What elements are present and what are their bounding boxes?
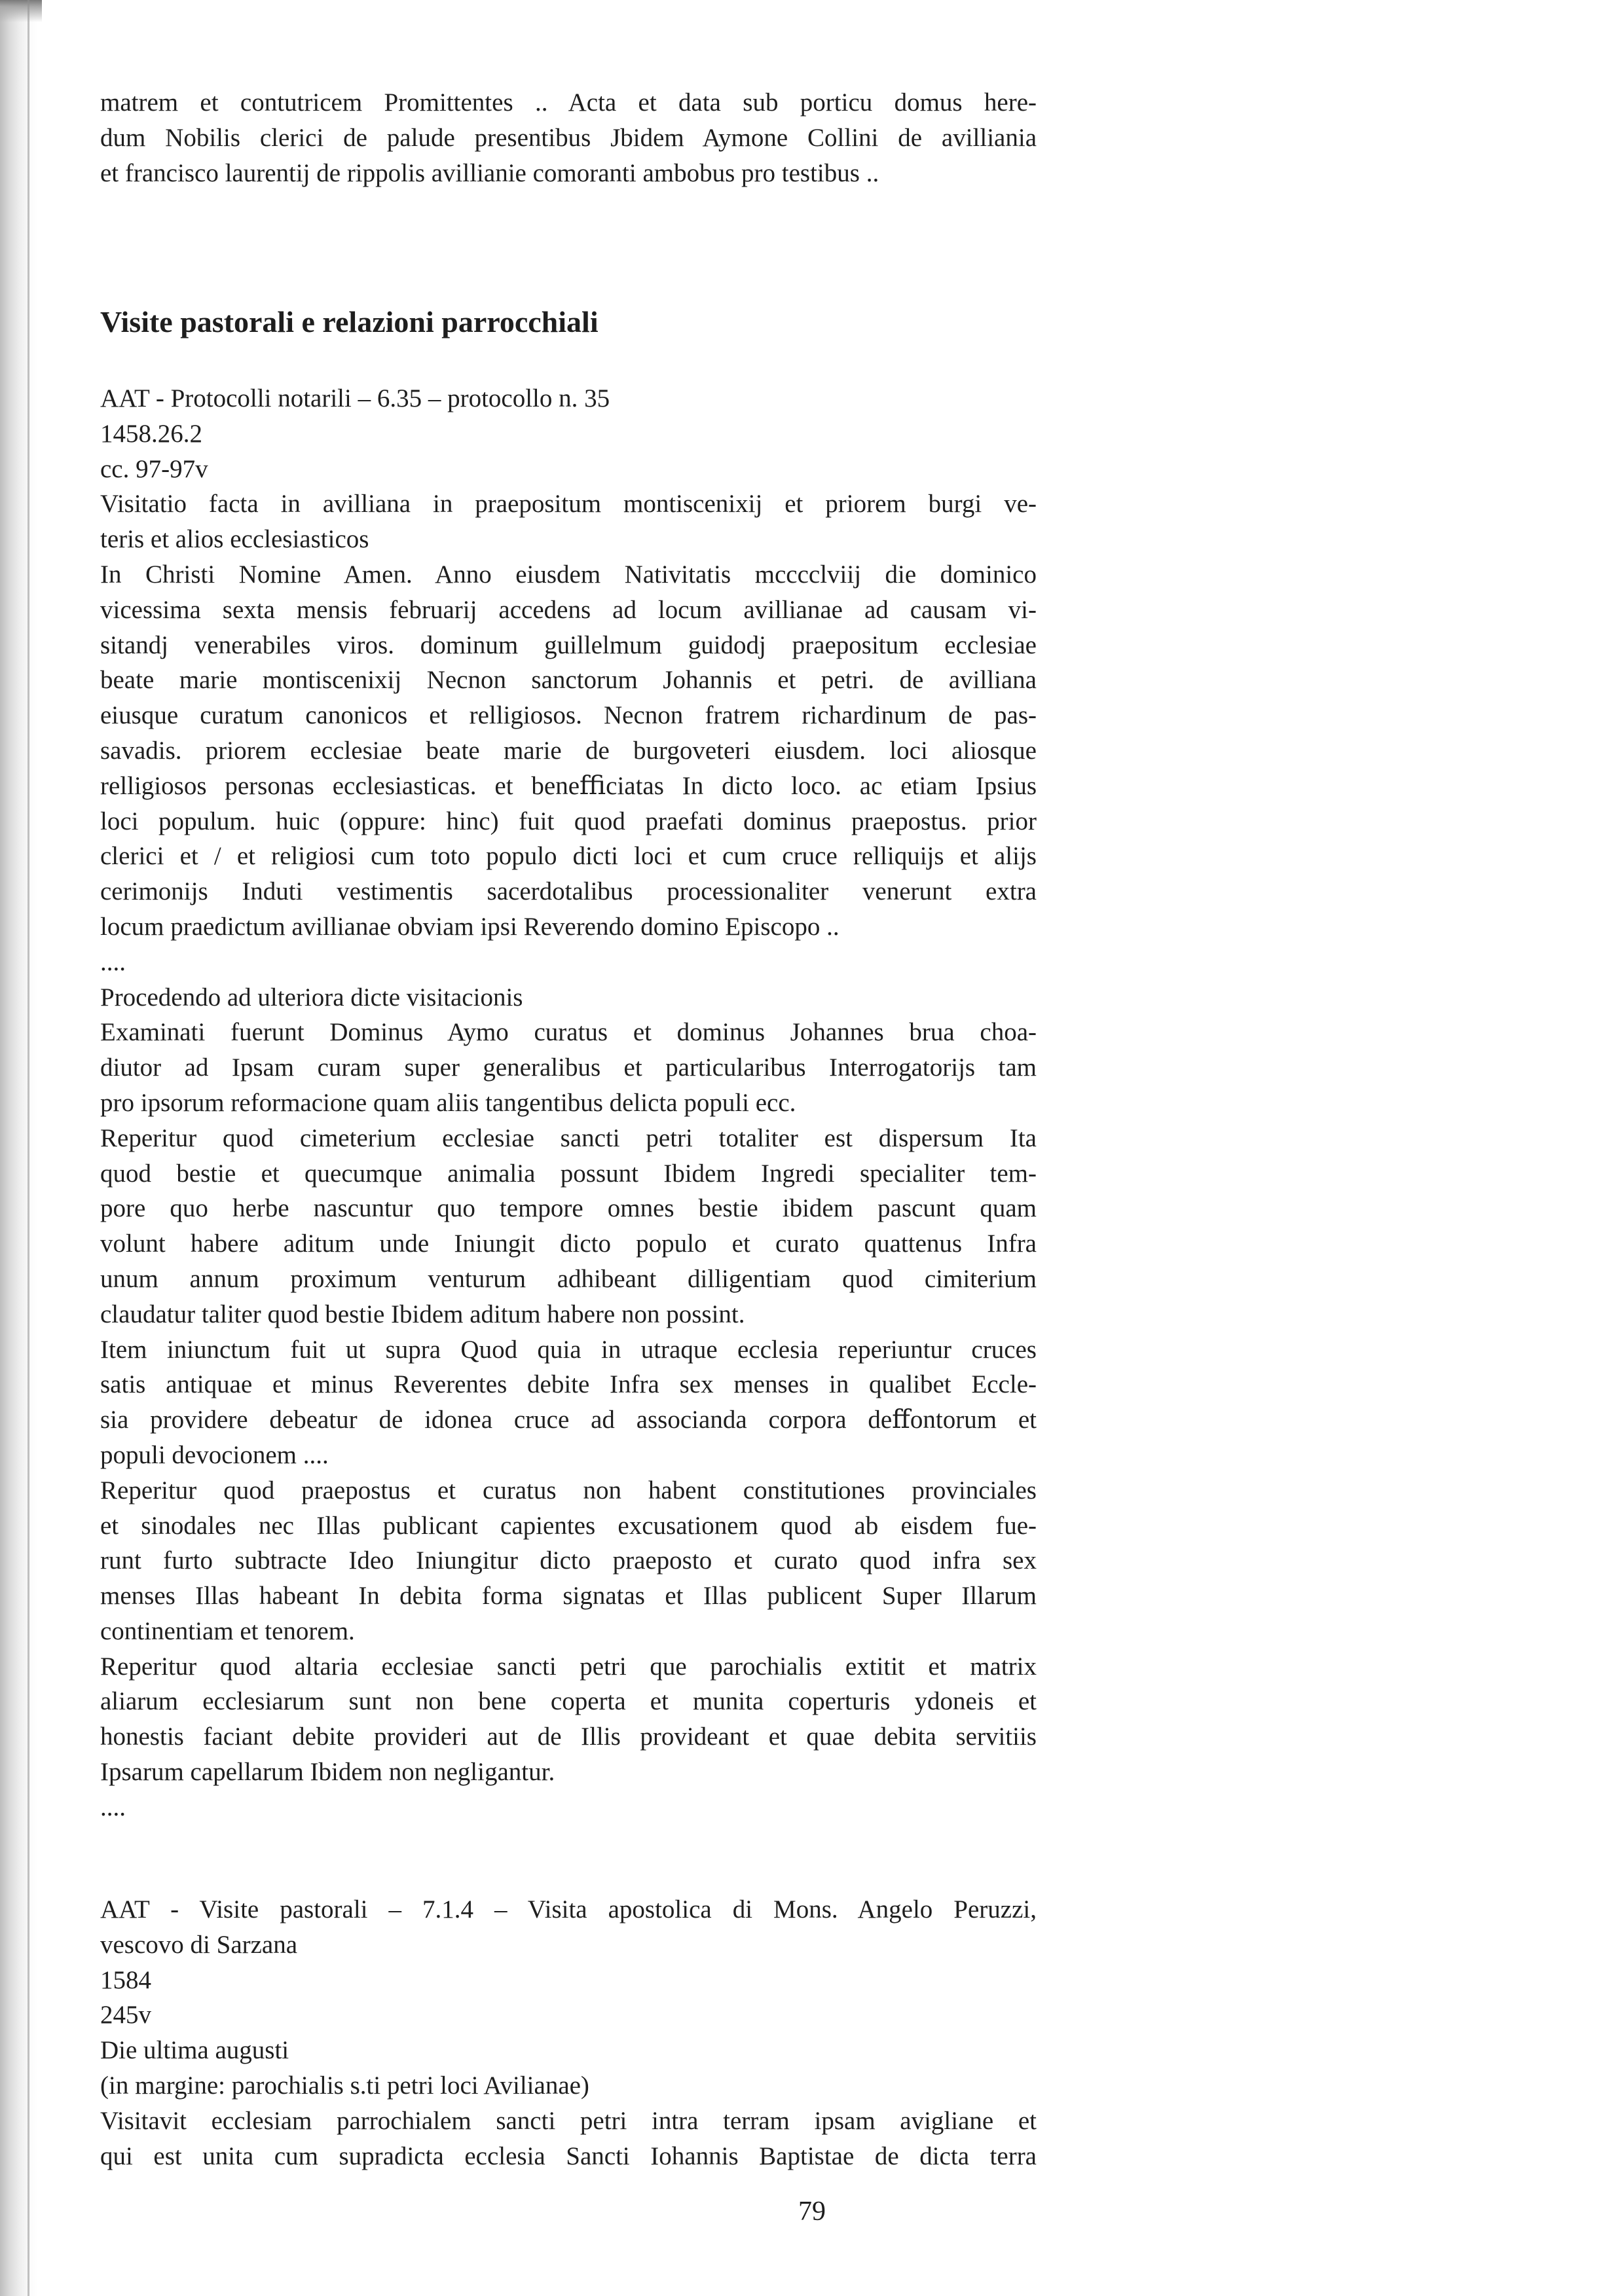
text-line: loci populum. huic (oppure: hinc) fuit quod praefati dominus praepostus. prior [100, 807, 1037, 835]
text-line: savadis. priorem ecclesiae beate marie de burgoveteri eiusdem. loci aliosque [100, 736, 1037, 765]
text-line: cerimonijs Induti vestimentis sacerdotalibus processionaliter venerunt extra [100, 877, 1037, 906]
text-line: diutor ad Ipsam curam super generalibus et particularibus Interrogatorijs tam [100, 1053, 1037, 1082]
page-number-text: 79 [798, 2196, 826, 2227]
text-line: Reperitur quod cimeterium ecclesiae sancti petri totaliter est dispersum Ita [100, 1123, 1037, 1152]
text-line: menses Illas habeant In debita forma signatas et Illas publicent Super Illarum [100, 1582, 1037, 1611]
intro-paragraph [100, 85, 1037, 191]
text-line: dum Nobilis clerici de palude presentibus Jbidem Aymone Collini de avilliania [100, 123, 1037, 152]
text-line: et francisco laurentij de rippolis avillianie comoranti ambobus pro testibus .. [100, 158, 879, 187]
text-line: runt furto subtracte Ideo Iniungitur dicto praeposto et curato quod infra sex [100, 1546, 1037, 1575]
scan-corner-shadow [0, 0, 42, 22]
text-line: eiusque curatum canonicos et relligiosos. Necnon fratrem richardinum de pas- [100, 701, 1037, 730]
text-line: sitandj venerabiles viros. dominum guillelmum guidodj praepositum ecclesiae [100, 630, 1037, 659]
text-line: et sinodales nec Illas publicant capientes excusationem quod ab eisdem fue- [100, 1511, 1037, 1540]
text-line: clerici et / et religiosi cum toto populo dicti loci et cum cruce relliquijs et alijs [100, 842, 1037, 871]
text-line: teris et alios ecclesiasticos [100, 525, 369, 554]
text-line: In Christi Nomine Amen. Anno eiusdem Nativitatis mcccclviij die dominico [100, 560, 1037, 589]
text-line: beate marie montiscenixij Necnon sanctorum Johannis et petri. de avilliana [100, 666, 1037, 695]
text-line: Visitatio facta in avilliana in praepositum montiscenixij et priorem burgi ve- [100, 490, 1037, 519]
text-line: Ipsarum capellarum Ibidem non negligantur. [100, 1758, 555, 1787]
binding-shadow [0, 0, 38, 2296]
binding-fold-line [28, 0, 29, 2296]
text-line: vicessima sexta mensis februarij accedens ad locum avillianae ad causam vi- [100, 595, 1037, 624]
text-line: matrem et contutricem Promittentes .. Acta et data sub porticu domus here- [100, 88, 1037, 117]
text-line: continentiam et tenorem. [100, 1616, 355, 1645]
text-line: claudatur taliter quod bestie Ibidem aditum habere non possint. [100, 1300, 745, 1328]
text-line: volunt habere aditum unde Iniungit dicto populo et curato quattenus Infra [100, 1230, 1037, 1258]
text-line: relligiosos personas ecclesiasticas. et beneﬃciatas In dicto loco. ac etiam Ipsius [100, 771, 1037, 800]
text-line: Reperitur quod praepostus et curatus non habent constitutiones provinciales [100, 1476, 1037, 1504]
doc2-folio: 245v [100, 2001, 151, 2030]
text-line: Die ultima augusti [100, 2036, 289, 2065]
text-line: aliarum ecclesiarum sunt non bene coperta et munita coperturis ydoneis et [100, 1687, 1037, 1716]
text-line: sia providere debeatur de idonea cruce ad associanda corpora deﬀontorum et [100, 1406, 1037, 1434]
ellipsis-line: .... [100, 1793, 126, 1821]
text-line: Visitavit ecclesiam parrochialem sancti petri intra terram ipsam avigliane et [100, 2106, 1037, 2135]
doc2-source: AAT - Visite pastorali – 7.1.4 – Visita apostolica di Mons. Angelo Peruzzi, [100, 1895, 1037, 1923]
section-heading: Visite pastorali e relazioni parrocchiali [100, 305, 599, 338]
text-line: Item iniunctum fuit ut supra Quod quia in utraque ecclesia reperiuntur cruces [100, 1335, 1037, 1364]
text-line: Reperitur quod altaria ecclesiae sancti petri que parochialis extitit et matrix [100, 1652, 1037, 1681]
text-line: honestis faciant debite provideri aut de Illis provideant et quae debita servitiis [100, 1722, 1037, 1751]
document-2 [100, 1892, 1037, 2174]
text-line: quod bestie et quecumque animalia possunt Ibidem Ingredi specialiter tem- [100, 1159, 1037, 1188]
text-line: populi devocionem .... [100, 1440, 329, 1469]
text-line: pro ipsorum reformacione quam aliis tangentibus delicta populi ecc. [100, 1088, 796, 1117]
doc1-folios: cc. 97-97v [100, 454, 208, 483]
text-line: vescovo di Sarzana [100, 1930, 298, 1959]
text-line: Examinati fuerunt Dominus Aymo curatus et dominus Johannes brua choa- [100, 1018, 1037, 1047]
margin-note: (in margine: parochialis s.ti petri loci Avilianae) [100, 2071, 589, 2100]
text-line: satis antiquae et minus Reverentes debite Infra sex menses in qualibet Eccle- [100, 1370, 1037, 1399]
doc1-source: AAT - Protocolli notarili – 6.35 – protocollo n. 35 [100, 384, 610, 412]
doc2-year: 1584 [100, 1965, 151, 1994]
text-line: pore quo herbe nascuntur quo tempore omnes bestie ibidem pascunt quam [100, 1194, 1037, 1223]
ellipsis-line: .... [100, 947, 126, 976]
text-line: qui est unita cum supradicta ecclesia Sancti Iohannis Baptistae de dicta terra [100, 2141, 1037, 2170]
text-line: Procedendo ad ulteriora dicte visitacionis [100, 983, 523, 1011]
doc1-date: 1458.26.2 [100, 419, 202, 448]
page-number [0, 2193, 1624, 2230]
document-1 [100, 381, 1037, 1825]
text-line: locum praedictum avillianae obviam ipsi Reverendo domino Episcopo .. [100, 912, 840, 941]
text-line: unum annum proximum venturum adhibeant dilligentiam quod cimiterium [100, 1264, 1037, 1293]
